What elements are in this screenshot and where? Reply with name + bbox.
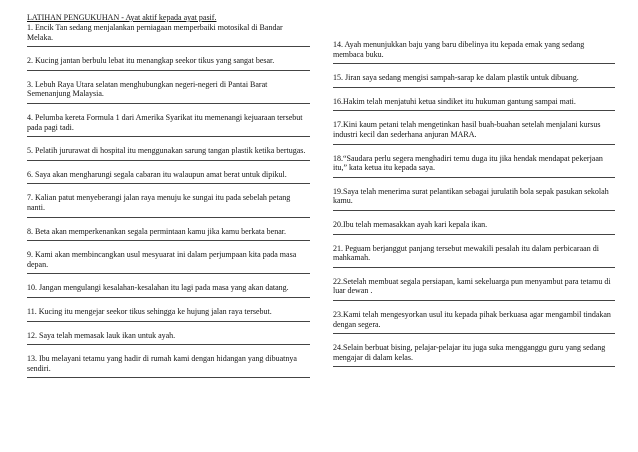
question-12 [27, 331, 310, 346]
answer-line[interactable] [333, 144, 615, 145]
question-text: 14. Ayah menunjukkan baju yang baru dibelinya itu kepada emak yang sedang membaca buku. [333, 40, 585, 59]
question-text: 17.Kini kaum petani telah mengetinkan hasil buah-buahan setelah menjalani kursus industri kecil dan sederhana anjuran MARA. [333, 120, 601, 139]
exercise-title: LATIHAN PENGUKUHAN - Ayat aktif kepada ayat pasif. [27, 13, 217, 22]
question-text: 7. Kalian patut menyeberangi jalan raya menuju ke sungai itu pada sebelah petang nanti. [27, 193, 291, 212]
question-text: 21. Peguam berjanggut panjang tersebut mewakili pesalah itu dalam perbicaraan di mahkamah. [333, 243, 599, 263]
question-text: 9. Kami akan membincangkan usul mesyuarat ini dalam perjumpaan kita pada masa depan. [27, 250, 297, 269]
answer-line[interactable] [333, 87, 615, 88]
answer-line[interactable] [27, 46, 310, 47]
question-14 [333, 40, 615, 64]
question-4 [27, 113, 310, 137]
question-11 [27, 307, 310, 322]
question-5 [27, 146, 310, 161]
question-13 [27, 354, 310, 378]
answer-line[interactable] [27, 273, 310, 274]
answer-line[interactable] [333, 210, 615, 211]
question-8 [27, 227, 310, 242]
question-22 [333, 277, 615, 301]
question-9 [27, 250, 310, 274]
answer-line[interactable] [27, 240, 310, 241]
answer-line[interactable] [27, 217, 310, 218]
question-19 [333, 187, 615, 211]
answer-line[interactable] [333, 333, 615, 334]
answer-line[interactable] [333, 234, 615, 235]
question-15 [333, 73, 615, 88]
question-text: 20.Ibu telah memasakkan ayah kari kepala ikan. [333, 219, 488, 229]
question-text: 8. Beta akan memperkenankan segala permintaan kamu jika kamu berkata benar. [27, 226, 287, 236]
question-text: 19.Saya telah menerima surat pelantikan sebagai jurulatih bola sepak pasukan sekolah kamu. [333, 186, 609, 206]
answer-line[interactable] [27, 136, 310, 137]
question-text: 13. Ibu melayani tetamu yang hadir di rumah kami dengan hidangan yang dibuatnya sendiri. [27, 354, 297, 373]
question-16 [333, 97, 615, 112]
question-23 [333, 310, 615, 334]
answer-line[interactable] [27, 297, 310, 298]
answer-line[interactable] [27, 183, 310, 184]
question-1 [27, 23, 310, 47]
question-text: 2. Kucing jantan berbulu lebat itu menangkap seekor tikus yang sangat besar. [27, 56, 275, 66]
answer-line[interactable] [27, 377, 310, 378]
question-text: 6. Saya akan mengharungi segala cabaran itu walaupun amat berat untuk dipikul. [27, 169, 287, 179]
question-18 [333, 154, 615, 178]
question-text: 10. Jangan mengulangi kesalahan-kesalahan itu lagi pada masa yang akan datang. [27, 283, 289, 293]
question-text: 3. Lebuh Raya Utara selatan menghubungkan negeri-negeri di Pantai Barat Semenanjung Malaysia. [27, 79, 268, 99]
question-21 [333, 244, 615, 268]
question-7 [27, 193, 310, 217]
question-text: 4. Pelumba kereta Formula 1 dari Amerika Syarikat itu memenangi kejuaraan tersebut pada pagi tadi. [27, 112, 303, 132]
question-text: 24.Selain berbuat bising, pelajar-pelajar itu juga suka mengganggu guru yang sedang mengajar di dalam kelas. [333, 343, 606, 362]
question-text: 5. Pelatih jururawat di hospital itu menggunakan sarung tangan plastik ketika bertugas. [27, 146, 306, 156]
question-20 [333, 220, 615, 235]
question-text: 1. Encik Tan sedang menjalankan perniagaan memperbaiki motosikal di Bandar Melaka. [27, 23, 283, 42]
question-2 [27, 56, 310, 71]
question-text: 23.Kami telah mengesyorkan usul itu kepada pihak berkuasa agar mengambil tindakan dengan segera. [333, 309, 611, 329]
answer-line[interactable] [333, 63, 615, 64]
left-column [27, 0, 310, 387]
right-column [333, 0, 615, 376]
question-3 [27, 80, 310, 104]
question-10 [27, 283, 310, 298]
question-17 [333, 120, 615, 144]
answer-line[interactable] [27, 103, 310, 104]
answer-line[interactable] [333, 110, 615, 111]
answer-line[interactable] [27, 160, 310, 161]
answer-line[interactable] [27, 321, 310, 322]
question-text: 16.Hakim telah menjatuhi ketua sindiket itu hukuman gantung sampai mati. [333, 96, 576, 106]
question-text: 22.Setelah membuat segala persiapan, kami sekeluarga pun menyambut para tetamu di luar dewan . [333, 276, 611, 296]
question-text: 11. Kucing itu mengejar seekor tikus sehingga ke hujung jalan raya tersebut. [27, 306, 272, 316]
question-text: 15. Jiran saya sedang mengisi sampah-sarap ke dalam plastik untuk dibuang. [333, 73, 579, 83]
question-6 [27, 170, 310, 185]
question-24 [333, 343, 615, 367]
answer-line[interactable] [333, 300, 615, 301]
answer-line[interactable] [333, 267, 615, 268]
question-text: 18.“Saudara perlu segera menghadiri temu duga itu jika hendak mendapat pekerjaan itu,” kata ketua itu kepada saya. [333, 153, 603, 173]
answer-line[interactable] [27, 344, 310, 345]
answer-line[interactable] [333, 366, 615, 367]
answer-line[interactable] [27, 70, 310, 71]
question-text: 12. Saya telah memasak lauk ikan untuk ayah. [27, 330, 176, 340]
answer-line[interactable] [333, 177, 615, 178]
